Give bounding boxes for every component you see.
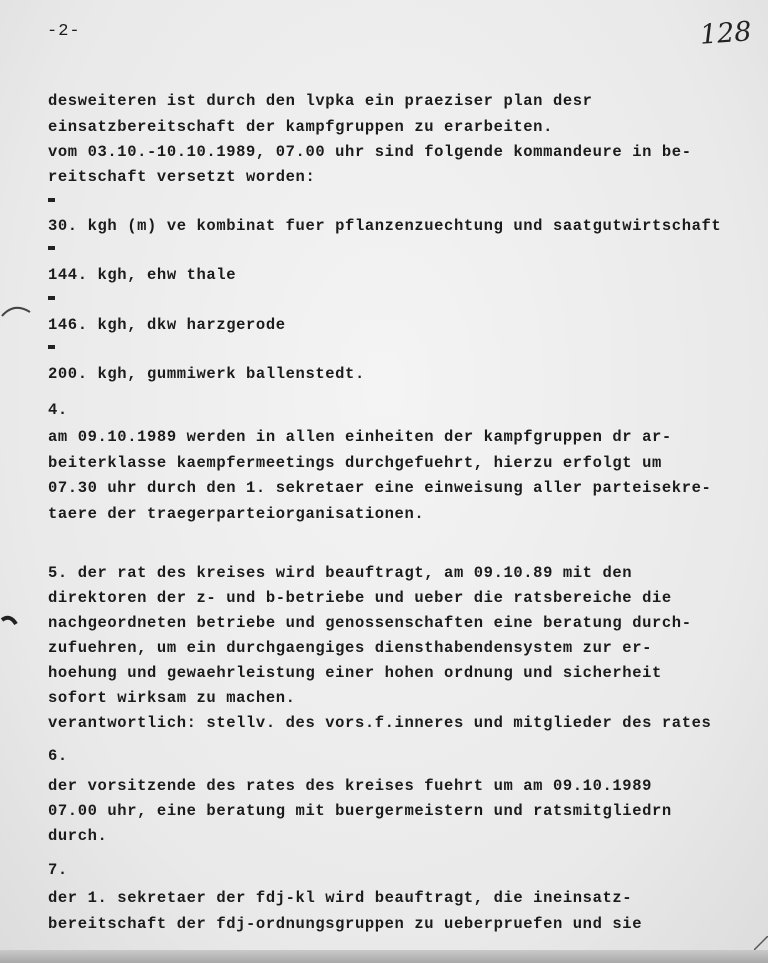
text-line: durch. bbox=[48, 827, 108, 845]
text-line: der 1. sekretaer der fdj-kl wird beauftragt, die ineinsatz- bbox=[48, 889, 633, 907]
text-line: am 09.10.1989 werden in allen einheiten der kampfgruppen dr ar- bbox=[48, 428, 672, 446]
folio-number: 128 bbox=[698, 16, 753, 51]
text-line: bereitschaft der fdj-ordnungsgruppen zu ueberpruefen und sie bbox=[48, 915, 643, 933]
text-line: zufuehren, um ein durchgaengiges diensthabendensystem zur er- bbox=[48, 639, 652, 657]
page-number: -2- bbox=[47, 22, 81, 41]
section-number: 4. bbox=[48, 401, 68, 419]
text-line: 07.30 uhr durch den 1. sekretaer eine einweisung aller parteisekre- bbox=[48, 479, 712, 497]
text-line: 200. kgh, gummiwerk ballenstedt. bbox=[48, 365, 365, 383]
text-line: verantwortlich: stellv. des vors.f.inneres und mitglieder des rates bbox=[48, 714, 712, 732]
text-line: 5. der rat des kreises wird beauftragt, am 09.10.89 mit den bbox=[48, 564, 633, 582]
section-number: 7. bbox=[48, 861, 68, 879]
text-line: beiterklasse kaempfermeetings durchgefuehrt, hierzu erfolgt um bbox=[48, 454, 662, 472]
list-dash bbox=[48, 296, 55, 300]
text-line: reitschaft versetzt worden: bbox=[48, 168, 316, 186]
text-line: taere der traegerparteiorganisationen. bbox=[48, 505, 425, 523]
text-line: einsatzbereitschaft der kampfgruppen zu erarbeiten. bbox=[48, 118, 553, 136]
margin-punch-mark-icon bbox=[0, 300, 34, 320]
list-dash bbox=[48, 198, 55, 202]
text-line: 30. kgh (m) ve kombinat fuer pflanzenzuechtung und saatgutwirtschaft bbox=[48, 217, 722, 235]
corner-fold-icon bbox=[754, 936, 768, 950]
text-line: der vorsitzende des rates des kreises fuehrt um am 09.10.1989 bbox=[48, 777, 652, 795]
text-line: desweiteren ist durch den lvpka ein praeziser plan desr bbox=[48, 92, 593, 110]
margin-punch-mark-icon bbox=[0, 612, 24, 632]
text-line: 144. kgh, ehw thale bbox=[48, 266, 237, 284]
list-dash bbox=[48, 246, 55, 250]
text-line: 146. kgh, dkw harzgerode bbox=[48, 316, 286, 334]
section-number: 6. bbox=[48, 747, 68, 765]
text-line: direktoren der z- und b-betriebe und ueber die ratsbereiche die bbox=[48, 589, 672, 607]
scan-bottom-edge bbox=[0, 950, 768, 963]
text-line: vom 03.10.-10.10.1989, 07.00 uhr sind folgende kommandeure in be- bbox=[48, 143, 692, 161]
list-dash bbox=[48, 345, 55, 349]
text-line: sofort wirksam zu machen. bbox=[48, 689, 296, 707]
text-line: hoehung und gewaehrleistung einer hohen ordnung und sicherheit bbox=[48, 664, 662, 682]
text-line: 07.00 uhr, eine beratung mit buergermeistern und ratsmitgliedrn bbox=[48, 802, 672, 820]
text-line: nachgeordneten betriebe und genossenschaften eine beratung durch- bbox=[48, 614, 692, 632]
